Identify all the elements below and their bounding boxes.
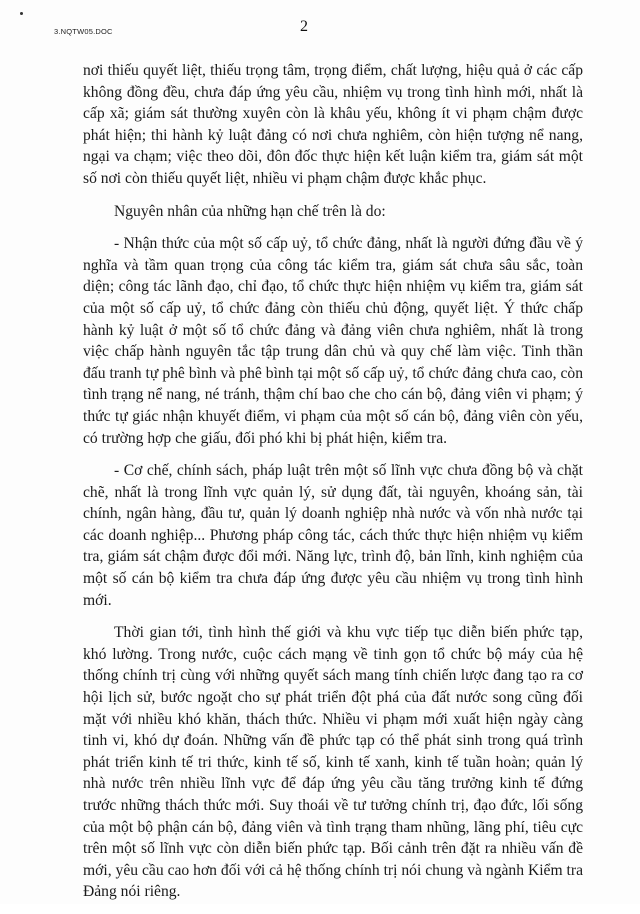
paragraph-cause-awareness: - Nhận thức của một số cấp uỷ, tổ chức đảng, nhất là người đứng đầu về ý nghĩa và tầm quan trọng của công tác kiểm tra, giám sát chưa sâu sắc, toàn diện; công tác lãnh đạo, chỉ đạo, tổ chức thực hiện nhiệm vụ kiểm tra, giám sát của một số cấp uỷ, tổ chức đảng còn thiếu chủ động, quyết liệt. Ý thức chấp hành kỷ luật ở một số tổ chức đảng và đảng viên chưa nghiêm, nhất là trong việc chấp hành nguyên tắc tập trung dân chủ và quy chế làm việc. Tinh thần đấu tranh tự phê bình và phê bình tại một số cấp uỷ, tổ chức đảng chưa cao, còn tình trạng nể nang, né tránh, thậm chí bao che cho cán bộ, đảng viên vi phạm; ý thức tự giác nhận khuyết điểm, vi phạm của một số cán bộ, đảng viên còn yếu, có trường hợp che giấu, đối phó khi bị phát hiện, kiểm tra. — [83, 235, 583, 447]
scan-dot-mark — [20, 12, 23, 15]
page-number: 2 — [300, 18, 308, 35]
paragraph-causes-intro: Nguyên nhân của những hạn chế trên là do: — [114, 202, 386, 220]
paragraph-cause-mechanism: - Cơ chế, chính sách, pháp luật trên một số lĩnh vực chưa đồng bộ và chặt chẽ, nhất là trong lĩnh vực quản lý, sử dụng đất, tài nguyên, khoáng sản, tài chính, ngân hàng, đầu tư, quản lý doanh nghiệp nhà nước và vốn nhà nước tại các doanh nghiệp... Phương pháp công tác, cách thức thực hiện nhiệm vụ kiểm tra, giám sát chậm được đổi mới. Năng lực, trình độ, bản lĩnh, kinh nghiệm của một số cán bộ kiểm tra chưa đáp ứng được yêu cầu nhiệm vụ trong tình hình mới. — [83, 462, 583, 609]
document-body — [83, 60, 583, 914]
file-label: 3.NQTW05.DOC — [54, 27, 113, 36]
paragraph-continued: nơi thiếu quyết liệt, thiếu trọng tâm, trọng điểm, chất lượng, hiệu quả ở các cấp không đồng đều, chưa đáp ứng yêu cầu, nhiệm vụ trong tình hình mới, nhất là cấp xã; giám sát thường xuyên còn là khâu yếu, không ít vi phạm chậm được phát hiện; thi hành kỷ luật đảng có nơi chưa nghiêm, còn hiện tượng nể nang, ngại va chạm; việc theo dõi, đôn đốc thực hiện kết luận kiểm tra, giám sát một số nơi còn thiếu quyết liệt, nhiều vi phạm chậm được khắc phục. — [83, 62, 583, 187]
paragraph-outlook: Thời gian tới, tình hình thế giới và khu vực tiếp tục diễn biến phức tạp, khó lường. Trong nước, cuộc cách mạng về tinh gọn tổ chức bộ máy của hệ thống chính trị cùng với những quyết sách mang tính chiến lược đang tạo ra cơ hội lịch sử, bước ngoặt cho sự phát triển đột phá của đất nước song cũng đối mặt với nhiều khó khăn, thách thức. Nhiều vi phạm mới xuất hiện ngày càng tinh vi, khó dự đoán. Những vấn đề phức tạp có thể phát sinh trong quá trình phát triển kinh tế tri thức, kinh tế số, kinh tế xanh, kinh tế tuần hoàn; quản lý nhà nước trên nhiều lĩnh vực để đáp ứng yêu cầu tăng trưởng kinh tế đứng trước những thách thức mới. Suy thoái về tư tưởng chính trị, đạo đức, lối sống của một bộ phận cán bộ, đảng viên và tình trạng tham nhũng, lãng phí, tiêu cực trên một số lĩnh vực còn diễn biến phức tạp. Bối cảnh trên đặt ra nhiều vấn đề mới, yêu cầu cao hơn đối với cả hệ thống chính trị nói chung và ngành Kiểm tra Đảng nói riêng. — [83, 624, 583, 901]
